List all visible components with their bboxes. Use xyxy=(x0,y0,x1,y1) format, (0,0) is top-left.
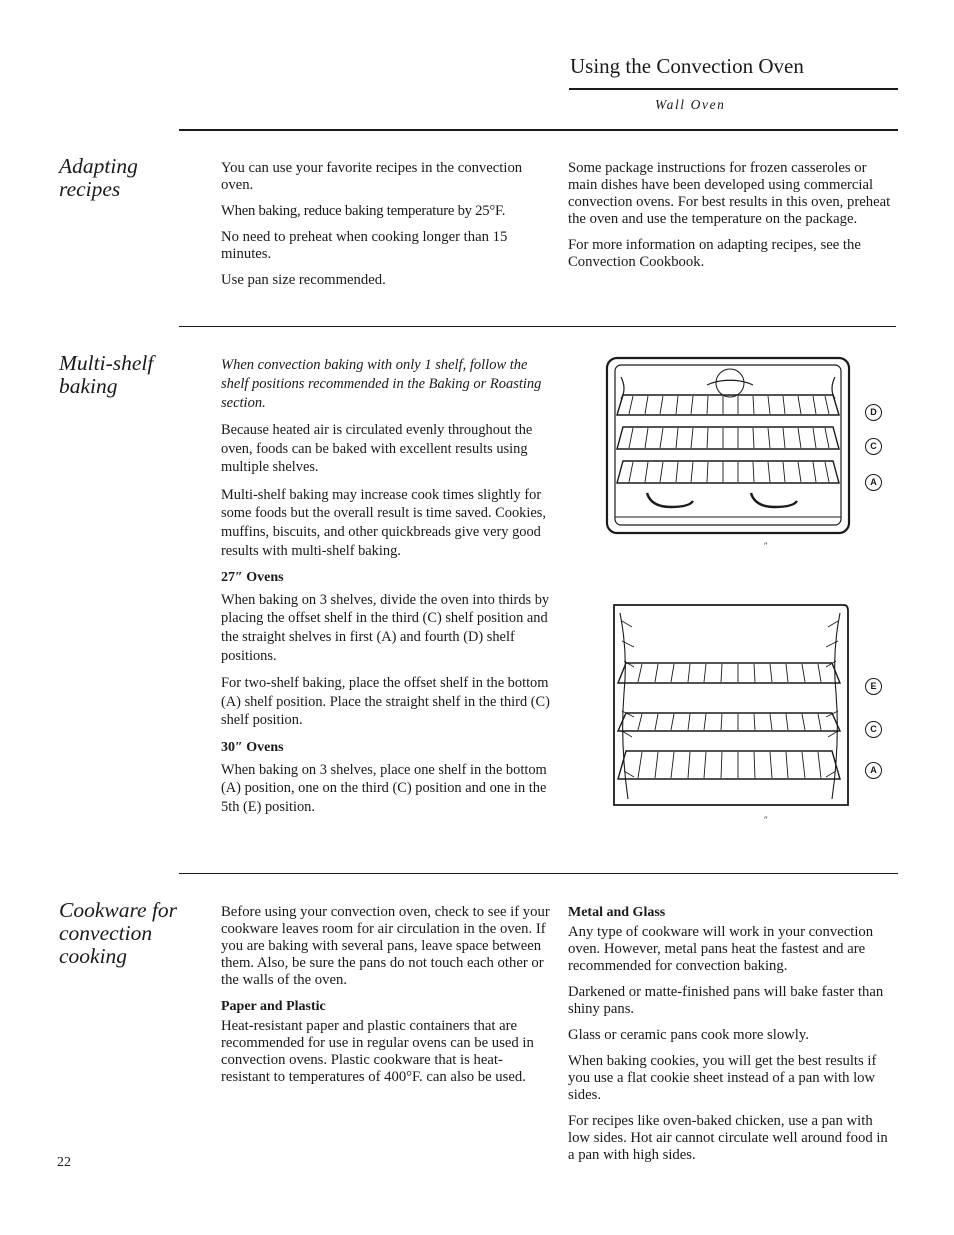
paragraph: Any type of cookware will work in your convection oven. However, metal pans heat the fastest and are recommended for convection baking. xyxy=(568,924,874,974)
paragraph: Heat-resistant paper and plastic containers that are recommended for use in regular ovens can be used in convection ovens. Plastic cookware that is heat-resistant to temperatures of 400°F. can also be used. xyxy=(221,1018,534,1085)
page-subtitle: Wall Oven xyxy=(655,97,726,112)
adapting-left-column xyxy=(221,160,553,298)
oven27-label: 27″ Ovens xyxy=(221,570,284,586)
shelf-label-c: C xyxy=(865,438,882,455)
shelf-label-d: D xyxy=(865,404,882,421)
oven-30-diagram xyxy=(608,601,852,811)
paragraph: Use pan size recommended. xyxy=(221,272,386,288)
oven30-label: 30″ Ovens xyxy=(221,739,284,755)
paper-plastic-label: Paper and Plastic xyxy=(221,999,326,1014)
shelf-label-c: C xyxy=(865,721,882,738)
shelf-label-a: A xyxy=(865,474,882,491)
title-rule xyxy=(569,88,898,90)
section-heading-adapting: Adapting recipes xyxy=(59,154,138,201)
paragraph: For more information on adapting recipes, see the Convection Cookbook. xyxy=(568,237,861,270)
page-title: Using the Convection Oven xyxy=(570,54,804,78)
section-heading-multishelf: Multi-shelf baking xyxy=(59,351,154,398)
paragraph: You can use your favorite recipes in the convection oven. xyxy=(221,160,523,193)
paragraph: When baking on 3 shelves, divide the oven into thirds by placing the offset shelf in the third (C) shelf position and the straight shelves in first (A) and fourth (D) shelf positions. xyxy=(221,591,550,664)
paragraph: For two-shelf baking, place the offset shelf in the bottom (A) shelf position. Place the straight shelf in the third (C) shelf position. xyxy=(221,675,550,729)
multishelf-column xyxy=(221,356,551,825)
paragraph: When baking cookies, you will get the best results if you use a flat cookie sheet instead of a pan with low sides. xyxy=(568,1053,877,1103)
section-divider xyxy=(179,873,898,874)
metal-glass-label: Metal and Glass xyxy=(568,905,666,920)
paragraph: Glass or ceramic pans cook more slowly. xyxy=(568,1027,809,1043)
paragraph: Some package instructions for frozen casseroles or main dishes have been developed using commercial convection ovens. For best results in this oven, preheat the oven and use the temperature on the package. xyxy=(568,160,891,227)
cookware-left-column xyxy=(221,904,551,1095)
section-heading-cookware: Cookware for convection cooking xyxy=(59,898,178,968)
cookware-right-column xyxy=(568,904,896,1173)
diagram-caption: ″ xyxy=(764,541,768,551)
paragraph: Darkened or matte-finished pans will bake faster than shiny pans. xyxy=(568,984,884,1017)
shelf-label-e: E xyxy=(865,678,882,695)
section-divider xyxy=(179,129,898,131)
paragraph: Multi-shelf baking may increase cook times slightly for some foods but the overall result is time saved. Cookies, muffins, biscuits, and other quickbreads give very good results with multi-shelf baking. xyxy=(221,486,546,559)
paragraph: When baking, reduce baking temperature by 25°F. xyxy=(221,203,506,219)
page-number: 22 xyxy=(57,1155,71,1170)
paragraph: Before using your convection oven, check to see if your cookware leaves room for air circulation in the oven. If you are baking with several pans, leave space between them. Also, be sure the pans do not touch each other or the walls of the oven. xyxy=(221,904,550,988)
paragraph: No need to preheat when cooking longer than 15 minutes. xyxy=(221,229,508,262)
paragraph: When baking on 3 shelves, place one shelf in the bottom (A) position, one on the third (C) position and one in the 5th (E) position. xyxy=(221,761,547,815)
paragraph: For recipes like oven-baked chicken, use a pan with low sides. Hot air cannot circulate well around food in a pan with high sides. xyxy=(568,1113,888,1163)
shelf-label-a: A xyxy=(865,762,882,779)
oven-27-diagram xyxy=(603,355,853,537)
section-divider xyxy=(179,326,896,327)
intro-note: When convection baking with only 1 shelf, follow the shelf positions recommended in the Baking or Roasting section. xyxy=(221,357,542,411)
paragraph: Because heated air is circulated evenly throughout the oven, foods can be baked with excellent results using multiple shelves. xyxy=(221,422,533,476)
adapting-right-column xyxy=(568,160,898,280)
diagram-caption: ″ xyxy=(764,815,768,825)
